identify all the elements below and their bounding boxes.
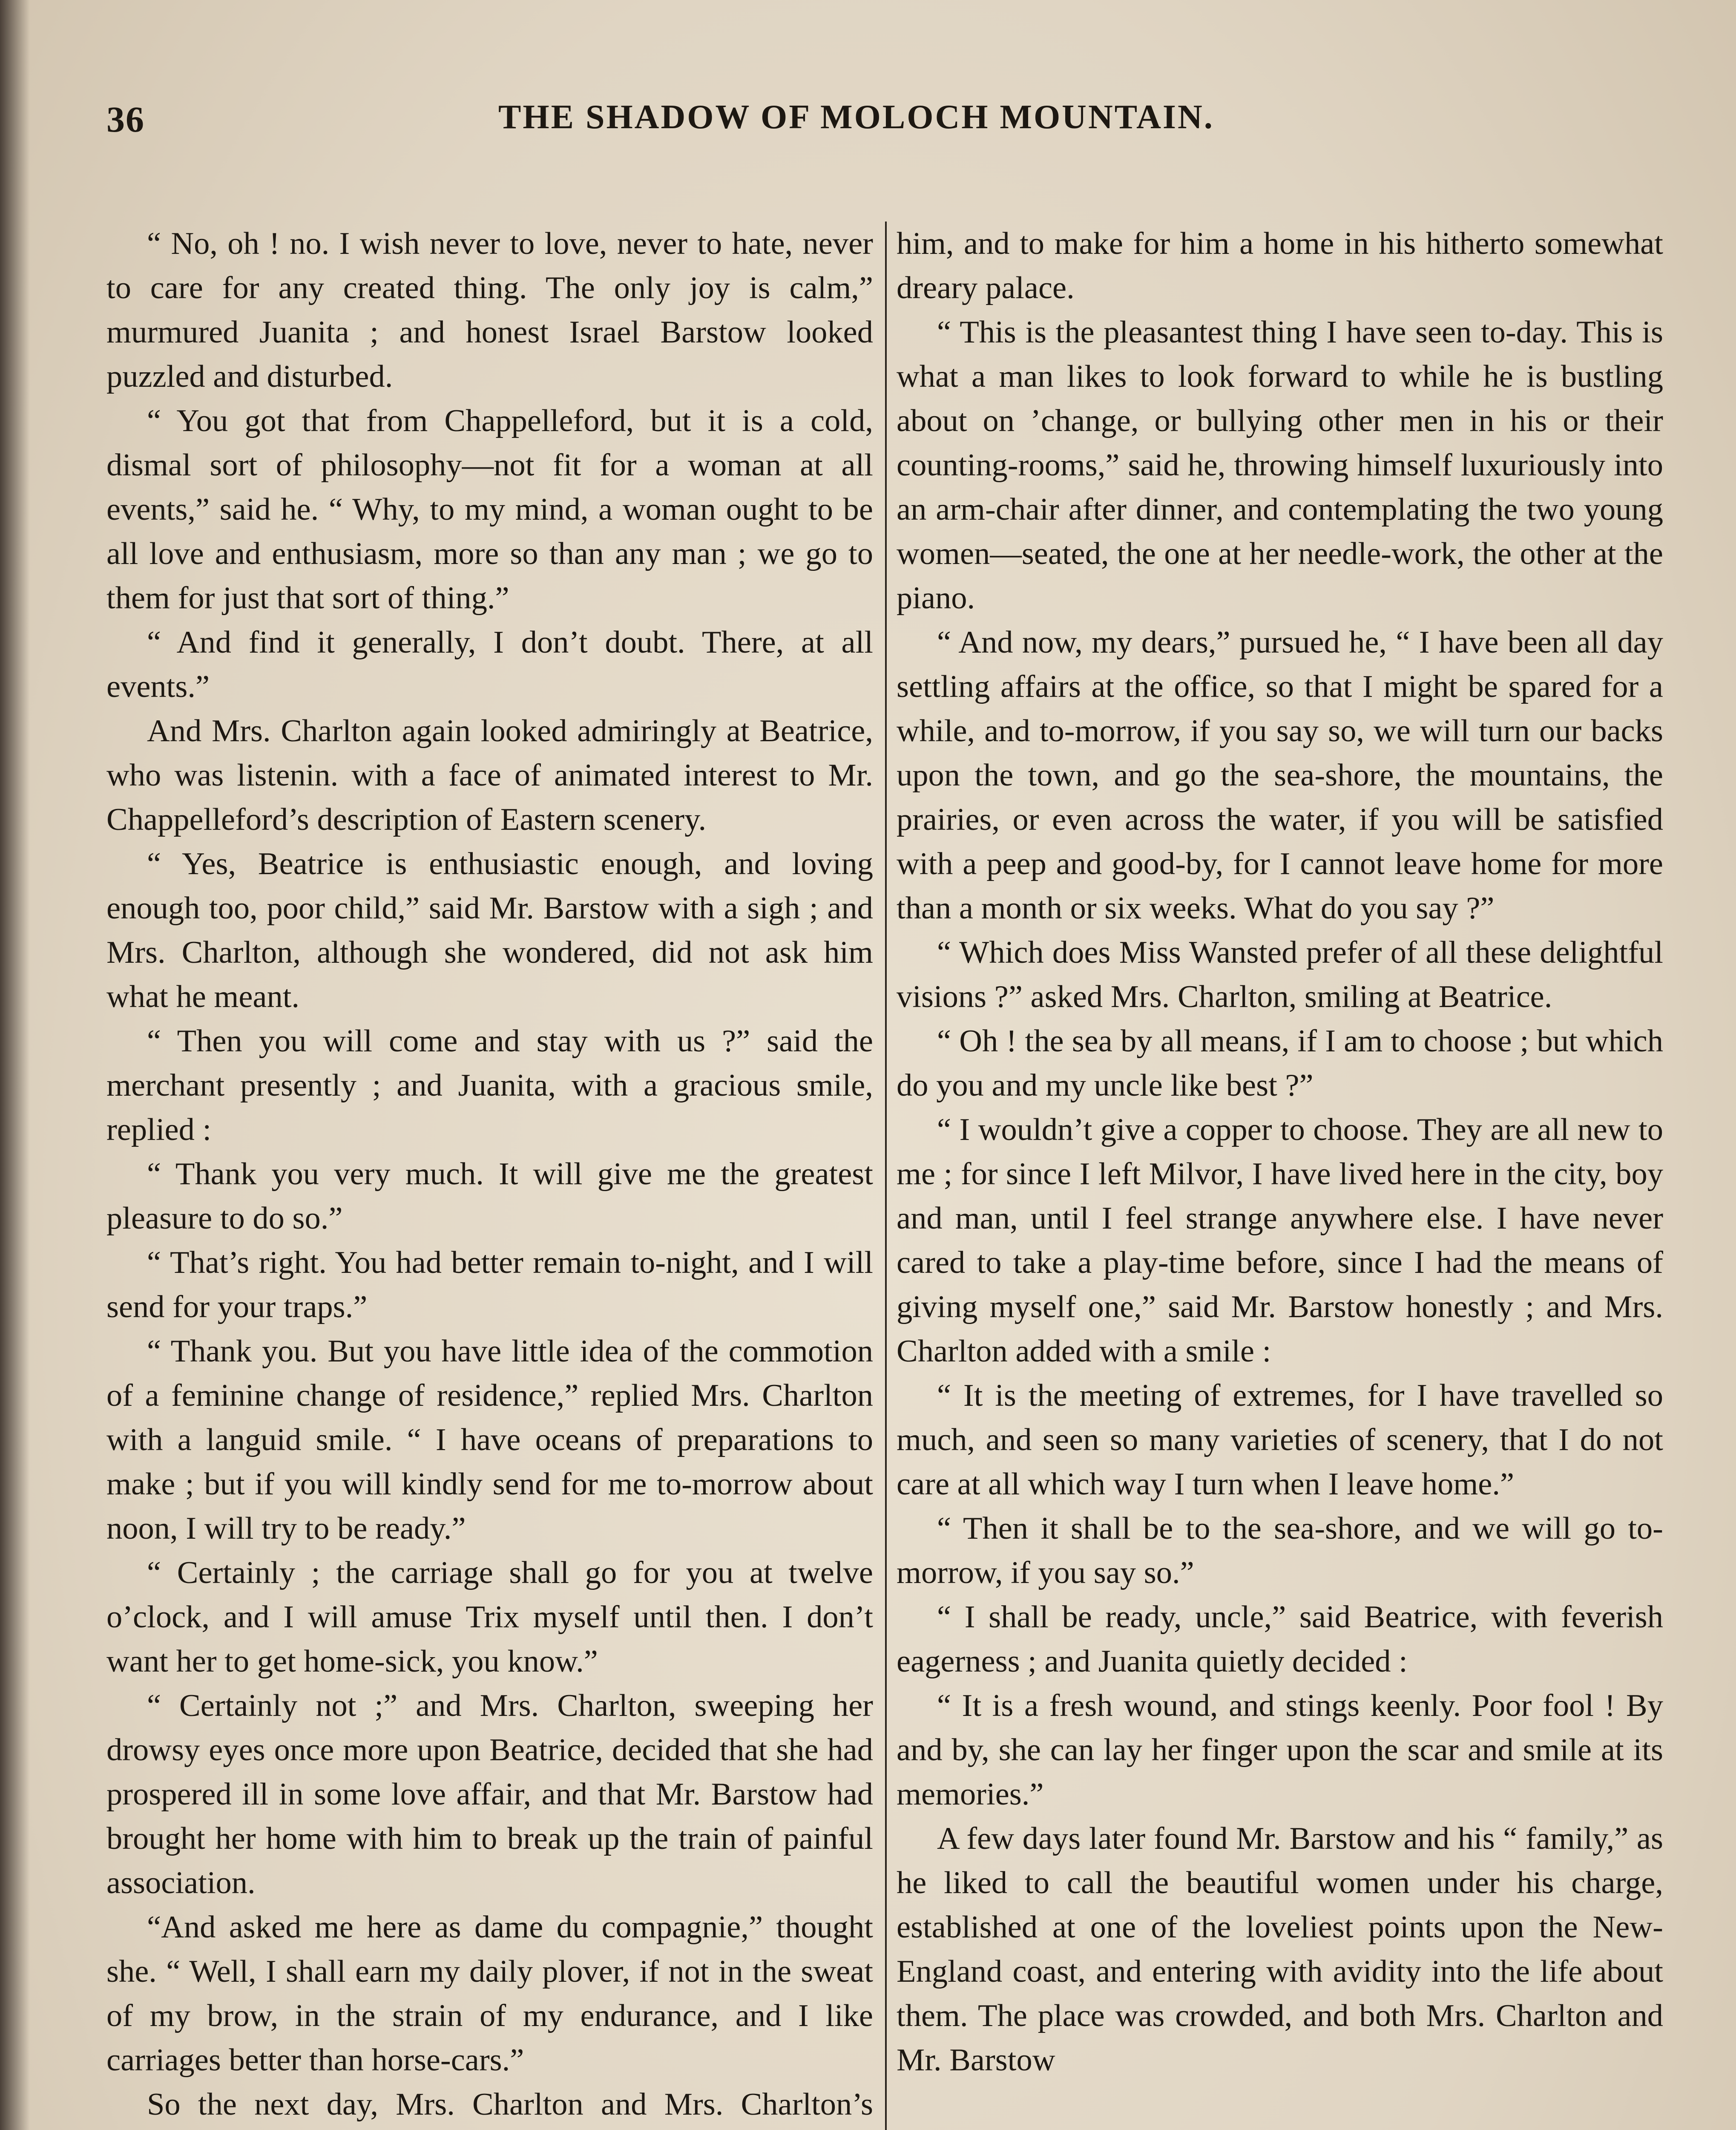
paragraph: “ No, oh ! no. I wish never to love, never to hate, never to care for any created thing. The only joy is calm,” murmured Juanita ; and honest Israel Barstow looked puzzled and disturbed. bbox=[106, 226, 873, 394]
paragraph: “ Oh ! the sea by all means, if I am to choose ; but which do you and my uncle like best ?” bbox=[897, 1024, 1663, 1103]
paragraph: “ This is the pleasantest thing I have seen to-day. This is what a man likes to look forward to while he is bustling about on ’change, or bullying other men in his or their counting-rooms,” said he, throwing himself luxuriously into an arm-chair after dinner, and contemplating the two young women—seated, the one at her needle-work, the other at the piano. bbox=[897, 315, 1663, 616]
paragraph: “ I wouldn’t give a copper to choose. They are all new to me ; for since I left Milvor, I have lived here in the city, boy and man, until I feel strange anywhere else. I have never cared to take a play-time before, since I had the means of giving myself one,” said Mr. Barstow honestly ; and Mrs. Charlton added with a smile : bbox=[897, 1112, 1663, 1369]
paragraph: “ Thank you. But you have little idea of the commotion of a feminine change of residence,” replied Mrs. Charlton with a languid smile. “ I have oceans of preparations to make ; but if you will kindly send for me to-morrow about noon, I will try to be ready.” bbox=[106, 1334, 873, 1546]
paragraph: “ Thank you very much. It will give me the greatest pleasure to do so.” bbox=[106, 1157, 873, 1236]
paragraph: And Mrs. Charlton again looked admiringly at Beatrice, who was listenin. with a face of animated interest to Mr. Chappelleford’s description of Eastern scenery. bbox=[106, 714, 873, 837]
paragraph: A few days later found Mr. Barstow and his “ family,” as he liked to call the beautiful women under his charge, established at one of the loveliest points upon the New-England coast, and entering with avidity into the life about them. The place was crowded, and both Mrs. Charlton and Mr. Barstow bbox=[897, 1821, 1663, 2078]
paragraph: So the next day, Mrs. Charlton and Mrs. Charlton’s bbox=[147, 2087, 873, 2122]
paragraph: “ It is the meeting of extremes, for I have travelled so much, and seen so many varieties of scenery, that I do not care at all which way I turn when I leave home.” bbox=[897, 1378, 1663, 1502]
page-number: 36 bbox=[106, 99, 145, 140]
running-title: THE SHADOW OF MOLOCH MOUNTAIN. bbox=[498, 98, 1214, 136]
column-divider bbox=[885, 222, 887, 2130]
paragraph: “ It is a fresh wound, and stings keenly. Poor fool ! By and by, she can lay her finger upon the scar and smile at its memories.” bbox=[897, 1688, 1663, 1812]
paragraph: “ That’s right. You had better remain to-night, and I will send for your traps.” bbox=[106, 1245, 873, 1324]
paragraph-continuation: him, and to make for him a home in his hitherto somewhat dreary palace. bbox=[897, 226, 1663, 305]
page-header bbox=[106, 98, 1682, 149]
right-text-column bbox=[897, 222, 1663, 2082]
page-edge-shadow bbox=[0, 0, 30, 2130]
paragraph: “ Certainly ; the carriage shall go for you at twelve o’clock, and I will amuse Trix myself until then. I don’t want her to get home-sick, you know.” bbox=[106, 1555, 873, 1679]
paragraph: “ And now, my dears,” pursued he, “ I have been all day settling affairs at the office, so that I might be spared for a while, and to-morrow, if you say so, we will turn our backs upon the town, and go the sea-shore, the mountains, the prairies, or even across the water, if you will be satisfied with a peep and good-by, for I cannot leave home for more than a month or six weeks. What do you say ?” bbox=[897, 625, 1663, 926]
paragraph: “ And find it generally, I don’t doubt. There, at all events.” bbox=[106, 625, 873, 704]
paragraph: “ Yes, Beatrice is enthusiastic enough, and loving enough too, poor child,” said Mr. Barstow with a sigh ; and Mrs. Charlton, although she wondered, did not ask him what he meant. bbox=[106, 846, 873, 1014]
paragraph: “ I shall be ready, uncle,” said Beatrice, with feverish eagerness ; and Juanita quietly decided : bbox=[897, 1600, 1663, 1679]
paragraph: “ Then you will come and stay with us ?” said the merchant presently ; and Juanita, with a gracious smile, replied : bbox=[106, 1024, 873, 1147]
paragraph: “ Certainly not ;” and Mrs. Charlton, sweeping her drowsy eyes once more upon Beatrice, decided that she had prospered ill in some love affair, and that Mr. Barstow had brought her home with him to break up the train of painful association. bbox=[106, 1688, 873, 1900]
paragraph: “ You got that from Chappelleford, but it is a cold, dismal sort of philosophy—not fit for a woman at all events,” said he. “ Why, to my mind, a woman ought to be all love and enthusiasm, more so than any man ; we go to them for just that sort of thing.” bbox=[106, 403, 873, 616]
left-text-column bbox=[106, 222, 873, 2130]
paragraph: “And asked me here as dame du compagnie,” thought she. “ Well, I shall earn my daily plover, if not in the sweat of my brow, in the strain of my endurance, and I like carriages better than horse-cars.” bbox=[106, 1910, 873, 2078]
paragraph: “ Which does Miss Wansted prefer of all these delightful visions ?” asked Mrs. Charlton, smiling at Beatrice. bbox=[897, 935, 1663, 1014]
paragraph: “ Then it shall be to the sea-shore, and we will go to-morrow, if you say so.” bbox=[897, 1511, 1663, 1590]
